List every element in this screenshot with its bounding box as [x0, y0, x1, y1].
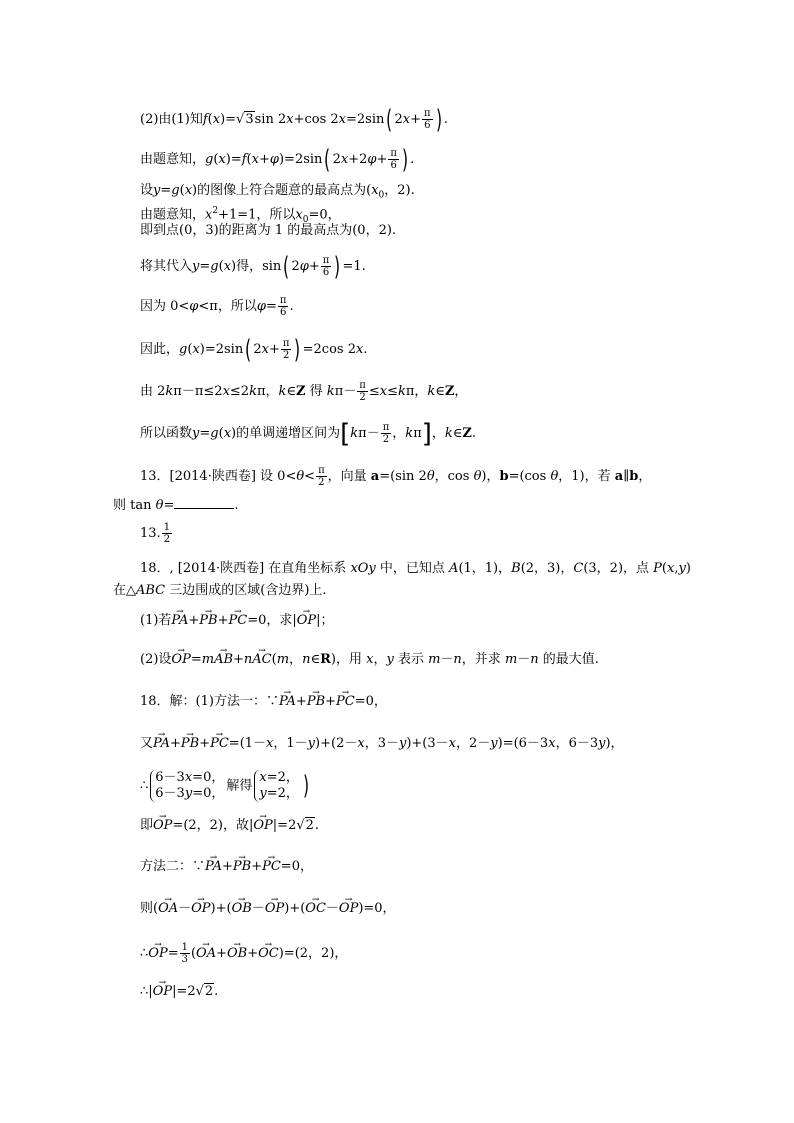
solution-part2-line9: 由 2kπ－π≤2x≤2kπ，k∈Z 得 kπ－ $\frac{\pi}{2}$ ≤x≤kπ，k∈Z，: [140, 380, 468, 403]
solution-18-line1: 18．解：(1)方法一：∵→ PA+→ PB+→ PC=0，: [140, 693, 387, 711]
solution-part2-line10: 所以函数y=g(x)的单调递增区间为[kπ－ $\frac{\pi}{2}$ ，kπ]，k∈Z.: [140, 418, 477, 449]
solution-18-line3: ∴6－3x=0， 6－3y=0， 解得x=2， y=2， ): [140, 770, 310, 801]
question-18-line2: 在△ABC 三边围成的区域(含边界)上.: [113, 583, 327, 598]
solution-part2-line6: 将其代入y=g(x)得，sin( 2φ+ $\frac{\pi}{6}$ ) =1.: [140, 251, 366, 282]
question-13-line1: 13．[2014·陕西卷] 设 0<θ< $\frac{\pi}{2}$ ，向量 a=(sin 2θ，cos θ)，b=(cos θ，1)，若 a∥b，: [140, 465, 652, 488]
solution-part2-line2: 由题意知，g(x)=f(x+φ)=2sin( 2x+2φ+ $\frac{\pi}{6}$ ) .: [140, 144, 415, 175]
solution-18-line6: 则(→ OA－→ OP)+(→ OB－→ OP)+(→ OC－→ OP)=0，: [140, 900, 396, 918]
answer-13: 13. $\frac{1}{2}$: [140, 522, 171, 545]
solution-part2-line7: 因为 0<φ<π，所以φ= $\frac{\pi}{6}$ .: [140, 295, 294, 318]
solution-part2-line5: 即到点(0，3)的距离为 1 的最高点为(0，2).: [140, 223, 397, 238]
solution-18-line5: 方法二：∵→ PA+→ PB+→ PC=0，: [140, 858, 313, 876]
solution-part2-line8: 因此，g(x)=2sin( 2x+ $\frac{\pi}{2}$ ) =2cos 2x.: [140, 334, 368, 365]
solution-18-line7: ∴→ OP= $\frac{1}{3}$ (→ OA+→ OB+→ OC)=(2，2)，: [140, 942, 347, 965]
solution-18-line2: 又→ PA+→ PB+→ PC=(1－x，1－y)+(2－x，3－y)+(3－x，2－y)=(6－3x，6－3y)，: [140, 735, 624, 753]
question-13-line2: 则 tan θ= .: [113, 498, 239, 513]
question-18-part2: (2)设→ OP=m→ AB+n→ AC(m，n∈R)，用 x，y 表示 m－n，并求 m－n 的最大值.: [140, 651, 599, 669]
solution-18-line4: 即→ OP=(2，2)，故|→ OP|=2√2.: [140, 817, 319, 835]
solution-part2-line1: (2)由(1)知f(x)=√3sin 2x+cos 2x=2sin( 2x+ $\frac{\pi}{6}$ ) .: [140, 104, 448, 135]
solution-part2-line3: 设y=g(x)的图像上符合题意的最高点为($x_0$，2).: [140, 183, 415, 201]
question-18-part1: (1)若→ PA+→ PB+→ PC=0，求|→ OP|；: [140, 612, 334, 630]
solution-18-line8: ∴|→ OP|=2√2.: [140, 983, 218, 1001]
question-18-line1: 18．, [2014·陕西卷] 在直角坐标系 xOy 中，已知点 A(1，1)，B(2，3)，C(3，2)，点 P(x,y): [140, 561, 691, 576]
solution-part2-line4: 由题意知，$x^2+1=1$，所以$x_0=0$，: [140, 206, 341, 225]
answer-blank: [174, 496, 234, 509]
